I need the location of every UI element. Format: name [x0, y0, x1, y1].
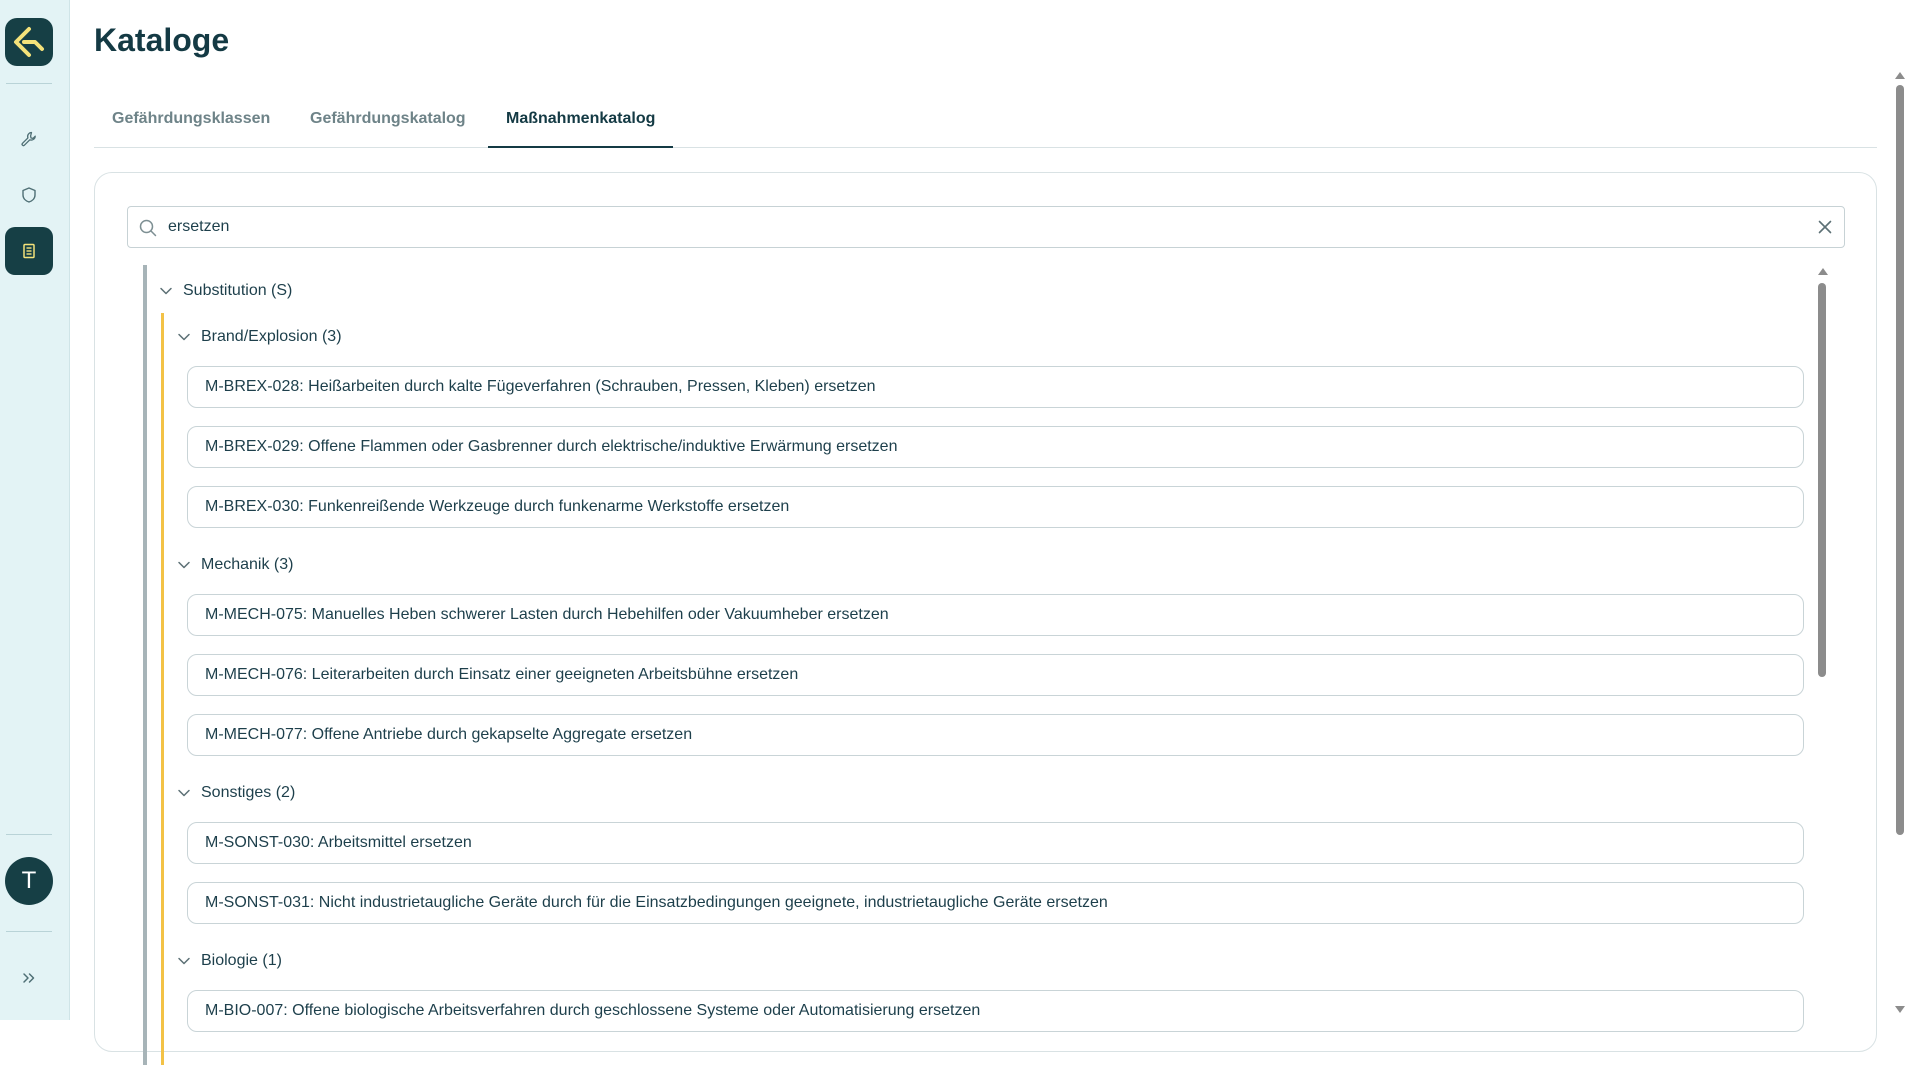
group-header[interactable]: [177, 781, 295, 805]
list-item[interactable]: M-BREX-030: Funkenreißende Werkzeuge durch funkenarme Werkstoffe ersetzen: [187, 486, 1804, 528]
page-scroll-down-arrow[interactable]: [1895, 1006, 1905, 1013]
tree-node-substitution[interactable]: [159, 279, 292, 303]
tab-gefaehrdungsklassen[interactable]: Gefährdungsklassen: [112, 110, 271, 127]
group-header[interactable]: [177, 553, 293, 577]
sidebar-divider: [6, 834, 52, 835]
search-box: [127, 206, 1845, 248]
logo-arrow-icon: [12, 25, 46, 59]
group-header[interactable]: [177, 325, 342, 349]
tree-scrollbar-thumb[interactable]: [1818, 283, 1826, 677]
page-title: Kataloge: [94, 22, 230, 58]
tree-group-sonstiges: [161, 769, 1821, 937]
list-item[interactable]: M-BREX-029: Offene Flammen oder Gasbrenner durch elektrische/induktive Erwärmung ersetzen: [187, 426, 1804, 468]
group-accent-bar: [161, 541, 164, 769]
chevron-down-icon: [177, 558, 191, 572]
group-accent-bar: [161, 313, 164, 541]
double-chevron-right-icon: [21, 970, 37, 986]
document-list-icon: [20, 242, 38, 260]
group-label: Mechanik (3): [201, 556, 294, 573]
user-initial: T: [21, 867, 37, 894]
wrench-icon: [20, 130, 38, 148]
list-item[interactable]: M-BIO-007: Offene biologische Arbeitsverfahren durch geschlossene Systeme oder Automatisierung ersetzen: [187, 990, 1804, 1032]
expand-sidebar-button[interactable]: [5, 954, 53, 1002]
list-item[interactable]: M-MECH-075: Manuelles Heben schwerer Lasten durch Hebehilfen oder Vakuumheber ersetzen: [187, 594, 1804, 636]
page-scroll-up-arrow[interactable]: [1895, 72, 1905, 79]
tree-node-label: Substitution (S): [183, 282, 293, 299]
tree-scroll-up-arrow[interactable]: [1818, 268, 1828, 275]
list-item[interactable]: M-SONST-030: Arbeitsmittel ersetzen: [187, 822, 1804, 864]
sidebar: [0, 0, 70, 1020]
nav-tools[interactable]: [5, 115, 53, 163]
chevron-down-icon: [177, 786, 191, 800]
shield-icon: [20, 186, 38, 204]
tree-group-biologie: [161, 937, 1821, 1065]
catalog-card: [94, 172, 1877, 1052]
chevron-down-icon: [159, 284, 173, 298]
tab-gefaehrdungskatalog[interactable]: Gefährdungskatalog: [310, 110, 466, 127]
sidebar-divider: [6, 83, 52, 84]
tab-bar: [94, 98, 1877, 148]
tree-root-line: [143, 265, 147, 1065]
nav-catalogs[interactable]: [5, 227, 53, 275]
group-accent-bar: [161, 937, 164, 1065]
tree-group-mechanik: [161, 541, 1821, 769]
catalog-tree: [143, 265, 1833, 1065]
list-item[interactable]: M-SONST-031: Nicht industrietaugliche Geräte durch für die Einsatzbedingungen geeignete, industrietaugliche Geräte ersetzen: [187, 882, 1804, 924]
list-item[interactable]: M-MECH-077: Offene Antriebe durch gekapselte Aggregate ersetzen: [187, 714, 1804, 756]
app-logo[interactable]: [5, 18, 53, 66]
group-label: Sonstiges (2): [201, 784, 296, 801]
main-content: [94, 0, 1877, 1020]
group-label: Biologie (1): [201, 952, 282, 969]
search-input[interactable]: [168, 207, 1788, 247]
chevron-down-icon: [177, 954, 191, 968]
group-label: Brand/Explosion (3): [201, 328, 342, 345]
tab-massnahmenkatalog[interactable]: Maßnahmenkatalog: [488, 98, 673, 148]
sidebar-divider: [6, 931, 52, 932]
search-icon: [138, 218, 158, 238]
close-icon[interactable]: [1816, 218, 1834, 236]
tree-group-brand-explosion: [161, 313, 1821, 541]
list-item[interactable]: M-BREX-028: Heißarbeiten durch kalte Fügeverfahren (Schrauben, Pressen, Kleben) ersetzen: [187, 366, 1804, 408]
page-scrollbar-thumb[interactable]: [1896, 85, 1904, 835]
group-accent-bar: [161, 769, 164, 937]
nav-safety[interactable]: [5, 171, 53, 219]
list-item[interactable]: M-MECH-076: Leiterarbeiten durch Einsatz einer geeigneten Arbeitsbühne ersetzen: [187, 654, 1804, 696]
chevron-down-icon: [177, 330, 191, 344]
group-header[interactable]: [177, 949, 282, 973]
user-avatar[interactable]: [5, 857, 53, 905]
